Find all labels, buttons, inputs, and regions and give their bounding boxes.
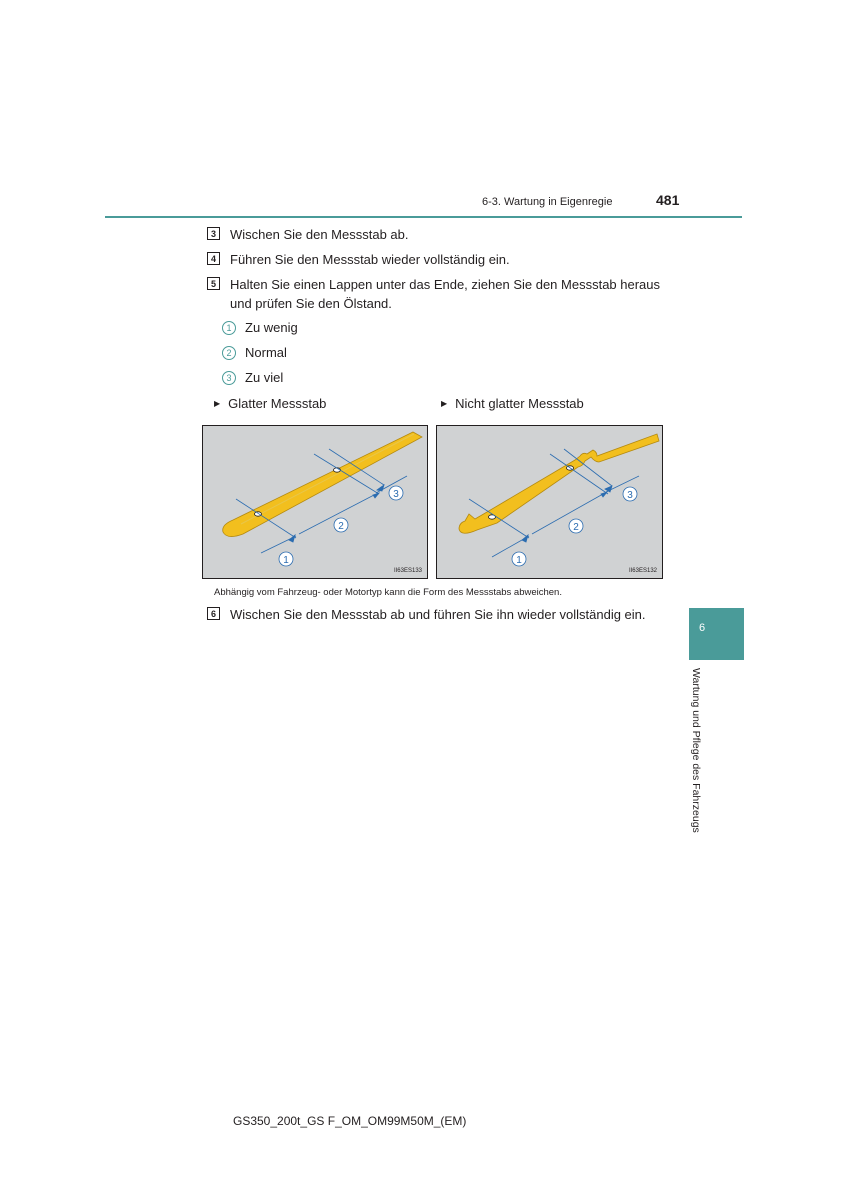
step-4 [207, 250, 677, 269]
level-label: Normal [245, 345, 287, 360]
page-number: 481 [656, 192, 680, 208]
figure-caption: Abhängig vom Fahrzeug- oder Motortyp kann die Form des Messstabs abweichen. [214, 587, 562, 598]
level-item [222, 344, 287, 362]
option-smooth [214, 396, 326, 411]
level-label: Zu wenig [245, 320, 298, 335]
step-text: Wischen Sie den Messstab ab. [230, 227, 409, 242]
chapter-tab[interactable] [689, 608, 744, 660]
figure-code: II63ES133 [393, 568, 422, 574]
marker-label: 3 [393, 489, 399, 500]
step-text: Führen Sie den Messstab wieder vollständig ein. [230, 252, 510, 267]
marker-label: 2 [338, 521, 344, 532]
marker-label: 1 [283, 555, 289, 566]
marker-label: 3 [627, 490, 633, 501]
chapter-title: Wartung und Pflege des Fahrzeugs [690, 668, 702, 833]
circled-number: 1 [222, 321, 236, 335]
step-text: Wischen Sie den Messstab ab und führen Sie ihn wieder vollständig ein. [230, 607, 646, 622]
option-label: Glatter Messstab [228, 396, 327, 411]
chapter-number: 6 [699, 622, 706, 634]
step-5 [207, 275, 677, 313]
level-item [222, 369, 283, 387]
marker-label: 2 [573, 522, 579, 533]
section-title: 6-3. Wartung in Eigenregie [482, 196, 613, 208]
level-label: Zu viel [245, 370, 284, 385]
step-number: 5 [207, 277, 220, 290]
step-number: 4 [207, 252, 220, 265]
footer-doc-code: GS350_200t_GS F_OM_OM99M50M_(EM) [233, 1114, 467, 1128]
dipstick-illustration [437, 426, 662, 578]
figure-rough-dipstick [436, 425, 663, 579]
figure-smooth-dipstick [202, 425, 428, 579]
triangle-right-icon: ▶ [441, 399, 448, 408]
triangle-right-icon: ▶ [214, 399, 221, 408]
step-number: 3 [207, 227, 220, 240]
step-6 [207, 605, 677, 624]
marker-label: 1 [516, 555, 522, 566]
dipstick-illustration [203, 426, 427, 578]
step-3 [207, 225, 677, 244]
option-not-smooth [441, 396, 584, 411]
figure-code: II63ES132 [628, 568, 657, 574]
circled-number: 3 [222, 371, 236, 385]
level-item [222, 319, 298, 337]
step-text: Halten Sie einen Lappen unter das Ende, ziehen Sie den Messstab heraus und prüfen Sie den Ölstand. [230, 277, 661, 311]
option-label: Nicht glatter Messstab [455, 396, 584, 411]
header-rule [105, 216, 742, 218]
circled-number: 2 [222, 346, 236, 360]
step-number: 6 [207, 607, 220, 620]
